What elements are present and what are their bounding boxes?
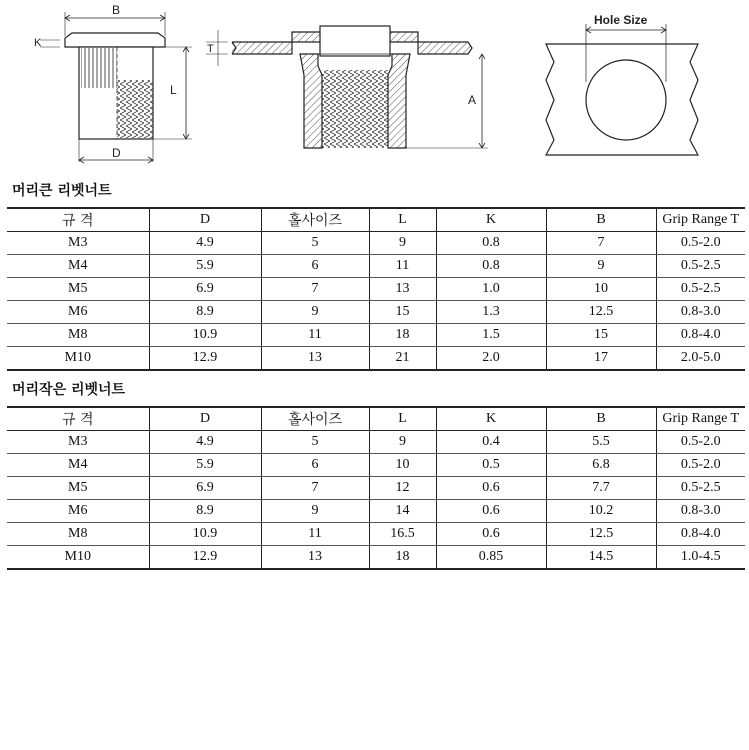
- cell-hole-size: 11: [261, 523, 369, 546]
- cell-l: 16.5: [369, 523, 436, 546]
- label-a: A: [468, 93, 477, 107]
- cell-grip-range: 0.5-2.0: [656, 454, 745, 477]
- cell-grip-range: 0.8-4.0: [656, 523, 745, 546]
- cell-d: 4.9: [149, 431, 261, 454]
- table-row: [7, 301, 745, 324]
- col-header-size: 규 격: [7, 208, 149, 232]
- table-row: [7, 347, 745, 371]
- col-header-hole-size: 홀사이즈: [261, 407, 369, 431]
- table-row: [7, 255, 745, 278]
- cell-hole-size: 13: [261, 546, 369, 570]
- cell-d: 8.9: [149, 301, 261, 324]
- cell-l: 14: [369, 500, 436, 523]
- cell-size: M8: [7, 324, 149, 347]
- cell-b: 10: [546, 278, 656, 301]
- cell-d: 5.9: [149, 454, 261, 477]
- cell-b: 17: [546, 347, 656, 371]
- cell-grip-range: 1.0-4.5: [656, 546, 745, 570]
- cell-grip-range: 0.8-4.0: [656, 324, 745, 347]
- cell-b: 6.8: [546, 454, 656, 477]
- table-row: [7, 232, 745, 255]
- table-row: [7, 454, 745, 477]
- cell-hole-size: 6: [261, 255, 369, 278]
- table-row: [7, 324, 745, 347]
- hole-size-drawing: [546, 24, 698, 155]
- cell-grip-range: 0.5-2.0: [656, 232, 745, 255]
- cell-k: 0.8: [436, 232, 546, 255]
- cell-l: 15: [369, 301, 436, 324]
- col-header-grip-range: Grip Range T: [656, 208, 745, 232]
- cell-k: 0.4: [436, 431, 546, 454]
- cell-d: 12.9: [149, 546, 261, 570]
- cell-b: 7.7: [546, 477, 656, 500]
- cell-k: 0.5: [436, 454, 546, 477]
- table-row: [7, 431, 745, 454]
- cell-size: M6: [7, 500, 149, 523]
- cell-b: 12.5: [546, 301, 656, 324]
- cell-size: M10: [7, 546, 149, 570]
- cell-b: 7: [546, 232, 656, 255]
- table-row: [7, 477, 745, 500]
- table-header-row: [7, 208, 745, 232]
- cell-l: 12: [369, 477, 436, 500]
- cell-b: 12.5: [546, 523, 656, 546]
- hole-size-label: Hole Size: [594, 13, 648, 27]
- label-t: T: [207, 43, 214, 55]
- spec-table-small-head: [7, 406, 745, 570]
- col-header-b: B: [546, 407, 656, 431]
- cell-hole-size: 13: [261, 347, 369, 371]
- cell-size: M8: [7, 523, 149, 546]
- cell-grip-range: 0.8-3.0: [656, 500, 745, 523]
- cell-l: 18: [369, 324, 436, 347]
- cell-grip-range: 0.5-2.5: [656, 278, 745, 301]
- cell-k: 2.0: [436, 347, 546, 371]
- cell-l: 11: [369, 255, 436, 278]
- table-row: [7, 500, 745, 523]
- col-header-d: D: [149, 407, 261, 431]
- cell-k: 0.6: [436, 500, 546, 523]
- cell-l: 9: [369, 232, 436, 255]
- cell-hole-size: 9: [261, 301, 369, 324]
- cell-size: M6: [7, 301, 149, 324]
- cell-l: 9: [369, 431, 436, 454]
- cell-b: 10.2: [546, 500, 656, 523]
- cell-size: M4: [7, 255, 149, 278]
- cell-size: M4: [7, 454, 149, 477]
- cell-d: 8.9: [149, 500, 261, 523]
- cell-l: 10: [369, 454, 436, 477]
- cell-l: 18: [369, 546, 436, 570]
- col-header-d: D: [149, 208, 261, 232]
- cell-grip-range: 0.5-2.5: [656, 477, 745, 500]
- cell-size: M3: [7, 232, 149, 255]
- cell-k: 1.3: [436, 301, 546, 324]
- cell-d: 5.9: [149, 255, 261, 278]
- cell-k: 1.5: [436, 324, 546, 347]
- col-header-b: B: [546, 208, 656, 232]
- cell-d: 4.9: [149, 232, 261, 255]
- cell-hole-size: 6: [261, 454, 369, 477]
- rivet-nut-drawings: [0, 0, 749, 170]
- spec-table-large-head: [7, 207, 745, 371]
- cell-hole-size: 5: [261, 232, 369, 255]
- cell-size: M3: [7, 431, 149, 454]
- label-k: K: [34, 37, 42, 49]
- table-row: [7, 546, 745, 570]
- cell-b: 15: [546, 324, 656, 347]
- cell-hole-size: 7: [261, 477, 369, 500]
- cell-grip-range: 2.0-5.0: [656, 347, 745, 371]
- col-header-k: K: [436, 407, 546, 431]
- cell-d: 12.9: [149, 347, 261, 371]
- cell-size: M10: [7, 347, 149, 371]
- cell-k: 0.85: [436, 546, 546, 570]
- cell-d: 6.9: [149, 278, 261, 301]
- cell-hole-size: 5: [261, 431, 369, 454]
- cell-grip-range: 0.5-2.0: [656, 431, 745, 454]
- cell-b: 14.5: [546, 546, 656, 570]
- cell-d: 10.9: [149, 523, 261, 546]
- col-header-hole-size: 홀사이즈: [261, 208, 369, 232]
- table-header-row: [7, 407, 745, 431]
- col-header-size: 규 격: [7, 407, 149, 431]
- cell-b: 9: [546, 255, 656, 278]
- cell-k: 0.8: [436, 255, 546, 278]
- cell-grip-range: 0.8-3.0: [656, 301, 745, 324]
- cell-k: 0.6: [436, 523, 546, 546]
- col-header-l: L: [369, 208, 436, 232]
- cell-k: 0.6: [436, 477, 546, 500]
- cell-k: 1.0: [436, 278, 546, 301]
- col-header-grip-range: Grip Range T: [656, 407, 745, 431]
- cell-l: 13: [369, 278, 436, 301]
- label-d: D: [112, 146, 121, 160]
- cell-b: 5.5: [546, 431, 656, 454]
- cell-hole-size: 7: [261, 278, 369, 301]
- cell-hole-size: 9: [261, 500, 369, 523]
- table-title-large-head: 머리큰 리벳너트: [12, 183, 112, 199]
- cell-size: M5: [7, 477, 149, 500]
- cell-l: 21: [369, 347, 436, 371]
- col-header-k: K: [436, 208, 546, 232]
- table-title-small-head: 머리작은 리벳너트: [12, 382, 126, 398]
- cell-d: 10.9: [149, 324, 261, 347]
- table-row: [7, 278, 745, 301]
- cell-d: 6.9: [149, 477, 261, 500]
- cell-grip-range: 0.5-2.5: [656, 255, 745, 278]
- col-header-l: L: [369, 407, 436, 431]
- label-l: L: [170, 83, 177, 97]
- table-row: [7, 523, 745, 546]
- cell-size: M5: [7, 278, 149, 301]
- installed-section-drawing: [206, 26, 488, 148]
- label-b: B: [112, 3, 121, 17]
- cell-hole-size: 11: [261, 324, 369, 347]
